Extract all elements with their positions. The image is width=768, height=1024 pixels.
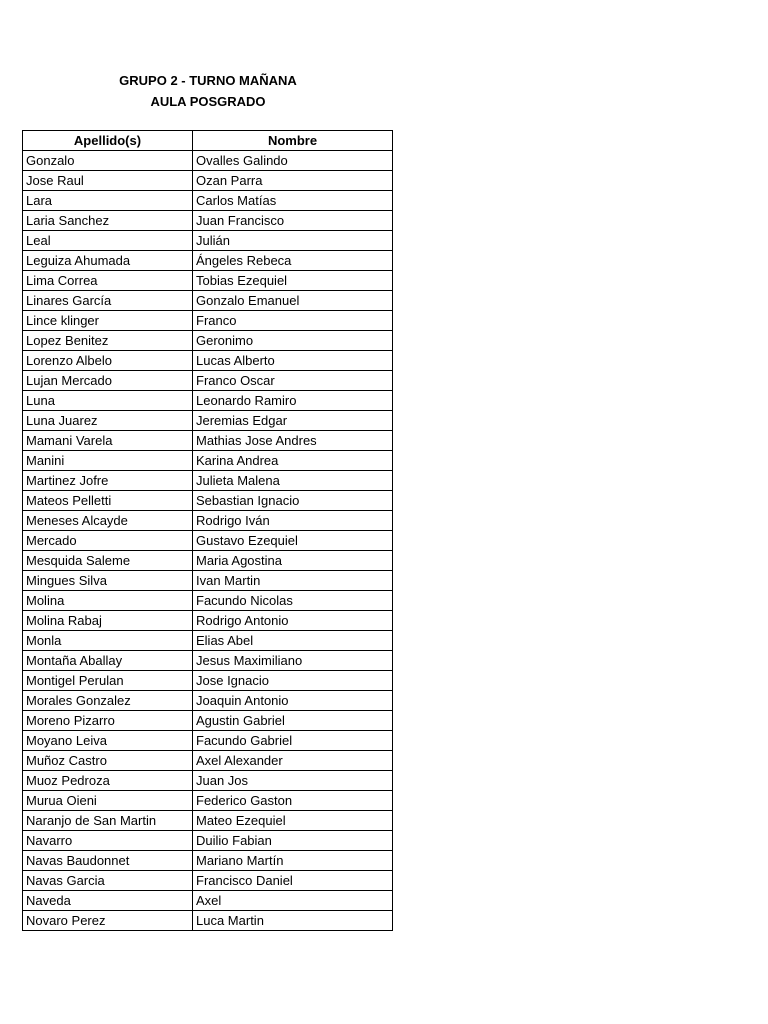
cell-nombre: Mariano Martín bbox=[193, 851, 393, 871]
table-row bbox=[23, 551, 393, 571]
cell-nombre: Tobias Ezequiel bbox=[193, 271, 393, 291]
table-row bbox=[23, 451, 393, 471]
cell-nombre: Franco bbox=[193, 311, 393, 331]
cell-apellidos: Linares García bbox=[23, 291, 193, 311]
cell-apellidos: Murua Oieni bbox=[23, 791, 193, 811]
cell-nombre: Duilio Fabian bbox=[193, 831, 393, 851]
cell-nombre: Gonzalo Emanuel bbox=[193, 291, 393, 311]
cell-apellidos: Mesquida Saleme bbox=[23, 551, 193, 571]
table-row bbox=[23, 711, 393, 731]
cell-apellidos: Lujan Mercado bbox=[23, 371, 193, 391]
table-row bbox=[23, 791, 393, 811]
cell-nombre: Maria Agostina bbox=[193, 551, 393, 571]
table-row bbox=[23, 231, 393, 251]
cell-apellidos: Moyano Leiva bbox=[23, 731, 193, 751]
table-row bbox=[23, 411, 393, 431]
cell-nombre: Geronimo bbox=[193, 331, 393, 351]
cell-apellidos: Navas Baudonnet bbox=[23, 851, 193, 871]
table-row bbox=[23, 891, 393, 911]
cell-apellidos: Lorenzo Albelo bbox=[23, 351, 193, 371]
table-row bbox=[23, 271, 393, 291]
cell-apellidos: Moreno Pizarro bbox=[23, 711, 193, 731]
table-body bbox=[23, 151, 393, 931]
cell-nombre: Rodrigo Iván bbox=[193, 511, 393, 531]
cell-nombre: Lucas Alberto bbox=[193, 351, 393, 371]
table-row bbox=[23, 471, 393, 491]
cell-apellidos: Luna bbox=[23, 391, 193, 411]
cell-nombre: Mathias Jose Andres bbox=[193, 431, 393, 451]
cell-nombre: Ovalles Galindo bbox=[193, 151, 393, 171]
cell-nombre: Agustin Gabriel bbox=[193, 711, 393, 731]
table-row bbox=[23, 291, 393, 311]
table-row bbox=[23, 851, 393, 871]
cell-nombre: Gustavo Ezequiel bbox=[193, 531, 393, 551]
table-row bbox=[23, 611, 393, 631]
cell-apellidos: Monla bbox=[23, 631, 193, 651]
cell-apellidos: Mercado bbox=[23, 531, 193, 551]
cell-apellidos: Lara bbox=[23, 191, 193, 211]
table-row bbox=[23, 431, 393, 451]
page-title: GRUPO 2 - TURNO MAÑANA bbox=[119, 73, 297, 88]
cell-apellidos: Jose Raul bbox=[23, 171, 193, 191]
cell-nombre: Ángeles Rebeca bbox=[193, 251, 393, 271]
cell-apellidos: Mingues Silva bbox=[23, 571, 193, 591]
page-subtitle: AULA POSGRADO bbox=[150, 94, 266, 109]
cell-apellidos: Montigel Perulan bbox=[23, 671, 193, 691]
cell-nombre: Elias Abel bbox=[193, 631, 393, 651]
cell-apellidos: Muñoz Castro bbox=[23, 751, 193, 771]
column-header-nombre: Nombre bbox=[193, 131, 393, 151]
cell-nombre: Axel Alexander bbox=[193, 751, 393, 771]
cell-nombre: Ivan Martin bbox=[193, 571, 393, 591]
table-row bbox=[23, 811, 393, 831]
cell-nombre: Jesus Maximiliano bbox=[193, 651, 393, 671]
table-row bbox=[23, 371, 393, 391]
cell-apellidos: Naveda bbox=[23, 891, 193, 911]
cell-apellidos: Morales Gonzalez bbox=[23, 691, 193, 711]
cell-nombre: Francisco Daniel bbox=[193, 871, 393, 891]
cell-apellidos: Molina bbox=[23, 591, 193, 611]
cell-apellidos: Meneses Alcayde bbox=[23, 511, 193, 531]
table-row bbox=[23, 831, 393, 851]
table-row bbox=[23, 871, 393, 891]
cell-nombre: Joaquin Antonio bbox=[193, 691, 393, 711]
table-row bbox=[23, 311, 393, 331]
table-row bbox=[23, 691, 393, 711]
cell-apellidos: Naranjo de San Martin bbox=[23, 811, 193, 831]
table-header-row bbox=[23, 131, 393, 151]
cell-apellidos: Martinez Jofre bbox=[23, 471, 193, 491]
cell-nombre: Mateo Ezequiel bbox=[193, 811, 393, 831]
cell-apellidos: Mamani Varela bbox=[23, 431, 193, 451]
table-row bbox=[23, 751, 393, 771]
cell-nombre: Federico Gaston bbox=[193, 791, 393, 811]
document-header bbox=[22, 70, 394, 112]
cell-nombre: Facundo Nicolas bbox=[193, 591, 393, 611]
table-row bbox=[23, 571, 393, 591]
table-row bbox=[23, 191, 393, 211]
cell-apellidos: Montaña Aballay bbox=[23, 651, 193, 671]
table-row bbox=[23, 391, 393, 411]
cell-nombre: Carlos Matías bbox=[193, 191, 393, 211]
cell-apellidos: Luna Juarez bbox=[23, 411, 193, 431]
cell-nombre: Juan Francisco bbox=[193, 211, 393, 231]
cell-nombre: Jeremias Edgar bbox=[193, 411, 393, 431]
cell-apellidos: Navas Garcia bbox=[23, 871, 193, 891]
table-row bbox=[23, 331, 393, 351]
table-row bbox=[23, 211, 393, 231]
cell-nombre: Juan Jos bbox=[193, 771, 393, 791]
cell-apellidos: Muoz Pedroza bbox=[23, 771, 193, 791]
column-header-apellidos: Apellido(s) bbox=[23, 131, 193, 151]
cell-apellidos: Manini bbox=[23, 451, 193, 471]
table-row bbox=[23, 511, 393, 531]
cell-apellidos: Laria Sanchez bbox=[23, 211, 193, 231]
cell-nombre: Luca Martin bbox=[193, 911, 393, 931]
cell-nombre: Julieta Malena bbox=[193, 471, 393, 491]
table-row bbox=[23, 671, 393, 691]
cell-apellidos: Gonzalo bbox=[23, 151, 193, 171]
table-row bbox=[23, 491, 393, 511]
cell-nombre: Karina Andrea bbox=[193, 451, 393, 471]
table-row bbox=[23, 771, 393, 791]
cell-apellidos: Navarro bbox=[23, 831, 193, 851]
cell-nombre: Facundo Gabriel bbox=[193, 731, 393, 751]
cell-apellidos: Lima Correa bbox=[23, 271, 193, 291]
table-row bbox=[23, 171, 393, 191]
cell-apellidos: Novaro Perez bbox=[23, 911, 193, 931]
cell-apellidos: Leguiza Ahumada bbox=[23, 251, 193, 271]
cell-apellidos: Molina Rabaj bbox=[23, 611, 193, 631]
table-row bbox=[23, 631, 393, 651]
cell-nombre: Jose Ignacio bbox=[193, 671, 393, 691]
cell-apellidos: Leal bbox=[23, 231, 193, 251]
table-row bbox=[23, 651, 393, 671]
cell-nombre: Ozan Parra bbox=[193, 171, 393, 191]
cell-apellidos: Lopez Benitez bbox=[23, 331, 193, 351]
table-row bbox=[23, 591, 393, 611]
table-row bbox=[23, 531, 393, 551]
table-row bbox=[23, 251, 393, 271]
cell-nombre: Julián bbox=[193, 231, 393, 251]
cell-apellidos: Lince klinger bbox=[23, 311, 193, 331]
table-row bbox=[23, 351, 393, 371]
cell-nombre: Sebastian Ignacio bbox=[193, 491, 393, 511]
cell-nombre: Franco Oscar bbox=[193, 371, 393, 391]
cell-nombre: Axel bbox=[193, 891, 393, 911]
cell-nombre: Leonardo Ramiro bbox=[193, 391, 393, 411]
cell-nombre: Rodrigo Antonio bbox=[193, 611, 393, 631]
student-roster-table bbox=[22, 130, 393, 931]
cell-apellidos: Mateos Pelletti bbox=[23, 491, 193, 511]
table-row bbox=[23, 731, 393, 751]
table-row bbox=[23, 151, 393, 171]
table-row bbox=[23, 911, 393, 931]
